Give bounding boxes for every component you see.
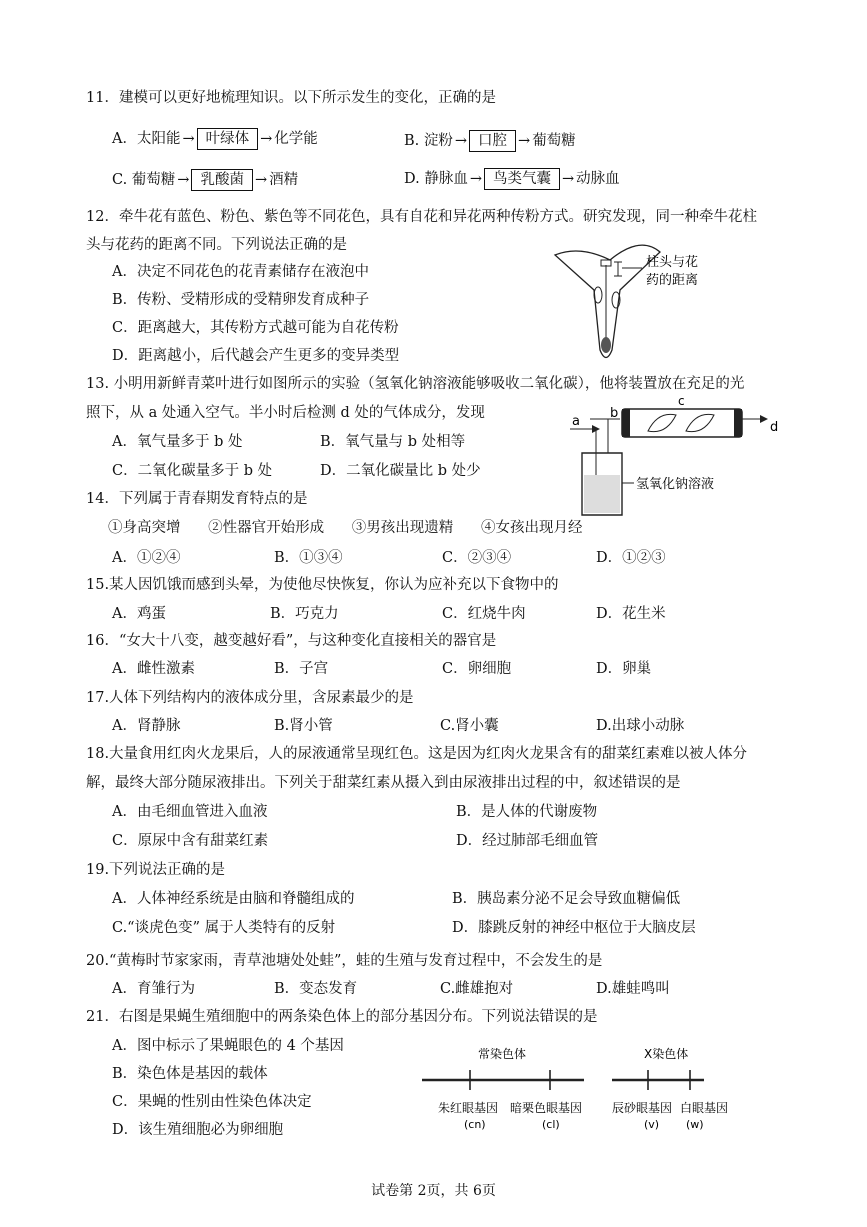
- q21-option-b: B．染色体是基因的载体: [112, 1066, 268, 1082]
- label-b: b: [610, 406, 619, 421]
- q14-option-b: B．①③④: [274, 550, 343, 566]
- q11-stem: 11．建模可以更好地梳理知识。以下所示发生的变化，正确的是: [86, 90, 496, 106]
- q12-stem-line1: 12．牵牛花有蓝色、粉色、紫色等不同花色，具有自花和异花两种传粉方式。研究发现，同一种牵牛花柱: [86, 209, 757, 225]
- q20-option-c: C.雌雄抱对: [440, 981, 514, 997]
- q11-option-b: B. 淀粉 → 口腔 → 葡萄糖: [404, 130, 576, 152]
- gene-cn-symbol: (cn): [464, 1118, 486, 1131]
- leaf-icon: [686, 414, 714, 431]
- q18-option-d: D．经过肺部毛细血管: [456, 833, 599, 849]
- q18-option-b: B．是人体的代谢废物: [456, 804, 598, 820]
- distance-label-1: 柱头与花: [646, 255, 699, 270]
- q19-option-b: B．胰岛素分泌不足会导致血糖偏低: [452, 891, 681, 907]
- q17-option-d: D.出球小动脉: [596, 718, 685, 734]
- label-d: d: [770, 420, 779, 435]
- q13-option-d: D．二氧化碳量比 b 处少: [320, 463, 481, 479]
- gene-w-label: 白眼基因: [680, 1101, 729, 1115]
- q14-option-c: C．②③④: [442, 550, 512, 566]
- q20-stem: 20.“黄梅时节家家雨，青草池塘处处蛙”，蛙的生殖与发育过程中，不会发生的是: [86, 953, 603, 969]
- gene-v-symbol: (v): [644, 1118, 660, 1131]
- gene-w-symbol: (w): [686, 1118, 704, 1131]
- q12-option-b: B．传粉、受精形成的受精卵发育成种子: [112, 292, 370, 308]
- q13-stem-line2: 照下，从 a 处通入空气。半小时后检测 d 处的气体成分，发现: [86, 405, 485, 421]
- flower-diagram: [550, 240, 770, 365]
- q18-option-a: A．由毛细血管进入血液: [112, 804, 268, 820]
- q17-stem: 17.人体下列结构内的液体成分里，含尿素最少的是: [86, 690, 414, 706]
- chamber-stopper-left: [622, 409, 630, 437]
- q18-option-c: C．原尿中含有甜菜红素: [112, 833, 269, 849]
- q19-option-a: A．人体神经系统是由脑和脊髓组成的: [112, 891, 355, 907]
- experiment-diagram: [560, 395, 790, 520]
- solution-label: 氢氧化钠溶液: [636, 477, 715, 492]
- q19-stem: 19.下列说法正确的是: [86, 862, 226, 878]
- outlet-arrowhead: [760, 415, 768, 423]
- q13-option-c: C．二氧化碳量多于 b 处: [112, 463, 273, 479]
- q12-option-c: C．距离越大，其传粉方式越可能为自花传粉: [112, 320, 399, 336]
- x-chromosome-label: X染色体: [644, 1047, 689, 1061]
- gene-cl-label: 暗栗色眼基因: [510, 1101, 583, 1115]
- q11-option-d: D. 静脉血 → 鸟类气囊 → 动脉血: [404, 168, 620, 190]
- chamber-stopper-right: [734, 409, 742, 437]
- q13-option-b: B．氧气量与 b 处相等: [320, 434, 466, 450]
- q14-items: ①身高突增 ②性器官开始形成 ③男孩出现遗精 ④女孩出现月经: [108, 520, 583, 536]
- gene-cn-label: 朱红眼基因: [438, 1101, 499, 1115]
- q12-stem-line2: 头与花药的距离不同。下列说法正确的是: [86, 237, 347, 253]
- chromosome-diagram: [418, 1040, 738, 1140]
- q14-option-a: A．①②④: [112, 550, 181, 566]
- distance-label-2: 药的距离: [646, 273, 699, 288]
- q16-option-a: A．雌性激素: [112, 661, 195, 677]
- q16-option-c: C．卵细胞: [442, 661, 512, 677]
- q16-option-d: D．卵巢: [596, 661, 652, 677]
- q21-option-a: A．图中标示了果蝇眼色的 4 个基因: [112, 1038, 344, 1054]
- q15-stem: 15.某人因饥饿而感到头晕，为使他尽快恢复，你认为应补充以下食物中的: [86, 577, 559, 593]
- q15-option-b: B．巧克力: [270, 606, 339, 622]
- q12-option-a: A．决定不同花色的花青素储存在液泡中: [112, 264, 369, 280]
- label-a: a: [572, 414, 580, 429]
- anther: [594, 287, 602, 303]
- q17-option-c: C.肾小囊: [440, 718, 499, 734]
- gene-cl-symbol: (cl): [542, 1118, 560, 1131]
- q21-stem: 21．右图是果蝇生殖细胞中的两条染色体上的部分基因分布。下列说法错误的是: [86, 1009, 598, 1025]
- autosome-label: 常染色体: [478, 1047, 527, 1061]
- leaf-chamber: [622, 409, 742, 437]
- q21-option-d: D．该生殖细胞必为卵细胞: [112, 1122, 284, 1138]
- q17-option-a: A．肾静脉: [112, 718, 181, 734]
- gene-v-label: 辰砂眼基因: [612, 1101, 673, 1115]
- q20-option-b: B．变态发育: [274, 981, 358, 997]
- label-c: c: [678, 395, 685, 408]
- q20-option-d: D.雄蛙鸣叫: [596, 981, 670, 997]
- q14-stem: 14．下列属于青春期发育特点的是: [86, 491, 308, 507]
- q19-option-d: D．膝跳反射的神经中枢位于大脑皮层: [452, 920, 696, 936]
- q18-stem-line1: 18.大量食用红肉火龙果后，人的尿液通常呈现红色。这是因为红肉火龙果含有的甜菜红素难以被人体分: [86, 746, 748, 762]
- q12-option-d: D．距离越小，后代越会产生更多的变异类型: [112, 348, 400, 364]
- q13-stem-line1: 13. 小明用新鲜青菜叶进行如图所示的实验（氢氧化钠溶液能够吸收二氧化碳），他将装置放在充足的光: [86, 376, 745, 392]
- q13-option-a: A．氧气量多于 b 处: [112, 434, 243, 450]
- q16-stem: 16．“女大十八变，越变越好看”，与这种变化直接相关的器官是: [86, 633, 497, 649]
- q11-option-a: A．太阳能 → 叶绿体 → 化学能: [112, 128, 318, 150]
- q19-option-c: C.“谈虎色变” 属于人类特有的反射: [112, 920, 336, 936]
- leaf-icon: [648, 414, 676, 431]
- q20-option-a: A．育雏行为: [112, 981, 195, 997]
- q16-option-b: B．子宫: [274, 661, 329, 677]
- solution-fill: [584, 475, 620, 513]
- q21-option-c: C．果蝇的性别由性染色体决定: [112, 1094, 312, 1110]
- q11-option-c: C. 葡萄糖 → 乳酸菌 → 酒精: [112, 169, 298, 191]
- ovary: [601, 337, 611, 353]
- q15-option-c: C．红烧牛肉: [442, 606, 526, 622]
- q17-option-b: B.肾小管: [274, 718, 333, 734]
- q15-option-a: A．鸡蛋: [112, 606, 166, 622]
- q14-option-d: D．①②③: [596, 550, 666, 566]
- q15-option-d: D．花生米: [596, 606, 666, 622]
- q18-stem-line2: 解，最终大部分随尿液排出。下列关于甜菜红素从摄入到由尿液排出过程的中，叙述错误的是: [86, 775, 681, 791]
- page-footer: 试卷第 2页，共 6页: [371, 1183, 496, 1199]
